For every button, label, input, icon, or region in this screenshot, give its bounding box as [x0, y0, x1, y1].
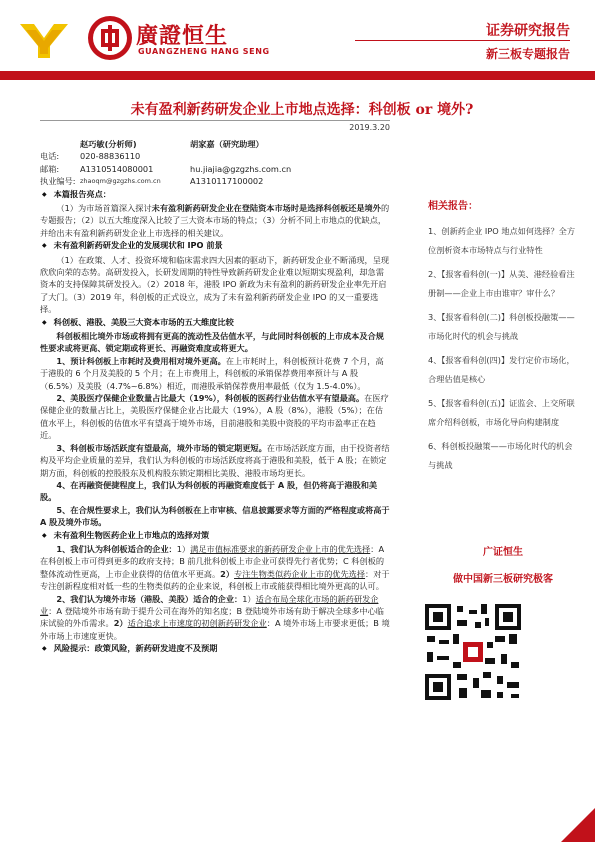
- compare-point-4: 4、在再融资便捷程度上，我们认为科创板的再融资难度低于 A 股，但仍将高于港股和美股。: [40, 479, 378, 503]
- phone-row: [40, 150, 390, 162]
- related-report-item[interactable]: 6、科创板投融策——市场化时代的机会与挑战: [428, 441, 573, 470]
- assistant-email: hu.jiajia@gzgzhs.com.cn: [190, 163, 292, 174]
- promo-slogan: 做中国新三板研究极客: [453, 574, 553, 585]
- report-date: 2019.3.20: [349, 123, 390, 132]
- license-row: [40, 175, 390, 187]
- yhs-logo-icon: [20, 18, 68, 58]
- email-label: 邮箱:: [40, 163, 60, 174]
- compare-point-3: 3、科创板市场活跃度有望最高，境外市场的锁定期更短。在市场活跃度方面，由于投资者结构及平均企业质量的差异，我们认为科创板的市场活跃度将高于港股和美股，低于 A 股；在锁定期方面，科创板的控股股东及机构股东锁定期相比美股、港股市场均更长。: [40, 442, 390, 478]
- report-series: 新三板专题报告: [485, 47, 570, 61]
- related-report-item[interactable]: 5、【报客看科创(五)】证监会、上交所联席介绍科创板，市场化导向构建制度: [428, 398, 575, 427]
- section-strategy-title: ◆ 未有盈利生物医药企业上市地点的选择对策: [40, 529, 390, 543]
- phone-label: 电话:: [40, 151, 60, 162]
- strategy-point-2: 2、我们认为境外市场（港股、美股）适合的企业：1）适合布局全球化市场的新药研发企业：A 登陆境外市场有助于提升公司在海外的知名度；B 登陆境外市场有助于解决全球多中心临床试验的外币需求。2）适合追求上市速度的初创新药研发企业：A 境外市场上市要求更低；B 境外市场上市速度更快。: [40, 593, 390, 641]
- related-reports-list: [428, 222, 578, 480]
- license-label: 执业编号:: [40, 176, 76, 187]
- section-highlights-title: ◆ 本篇报告亮点：: [40, 188, 390, 202]
- promo-brand: 广证恒生: [483, 547, 523, 558]
- header-band: [0, 71, 595, 80]
- report-type: 证券研究报告: [486, 23, 570, 39]
- brand-name-cn: 廣證恒生: [136, 23, 229, 49]
- assistant-id: A1310117100002: [190, 176, 264, 187]
- status-paragraph: （1）在政策、人才、投资环境和临床需求四大因素的驱动下，新药研发企业不断涌现，呈现欣欣向荣的态势。高研发投入，长研发周期的特性导致新药研发企业难以短期实现盈利，却急需资本的支持保障其研发投入。（2）2018 年，港股 IPO 新政为未有盈利的新药研发企业率先开启了大门。（3）2019 年，科创板的正式设立，成为了未有盈利新药研发企业 IPO 的又一重要选择。: [40, 254, 390, 315]
- title-divider: [40, 120, 390, 121]
- email-row: [40, 163, 390, 175]
- document-title: 未有盈利新药研发企业上市地点选择：科创板 or 境外?: [130, 102, 474, 118]
- main-content: [40, 138, 390, 657]
- brand-name-en: GUANGZHENG HANG SENG: [138, 47, 270, 56]
- author-row: [40, 138, 390, 150]
- compare-point-5: 5、在合规性要求上，我们认为科创板在上市审核、信息披露要求等方面的严格程度或将高于 A 股及境外市场。: [40, 504, 390, 528]
- phone-value: 020-88836110: [80, 151, 141, 162]
- compare-lead: 科创板相比境外市场或将拥有更高的流动性及估值水平，与此同时科创板的上市成本及合规性要求或将更高、锁定期或将更长、再融资难度或将更大。: [40, 331, 384, 354]
- corner-decoration-icon: [561, 808, 595, 842]
- section-compare-title: ◆ 科创板、港股、美股三大资本市场的五大维度比较: [40, 316, 390, 330]
- related-report-item[interactable]: 3、【报客看科创(二)】科创板投融策——市场化时代的机会与挑战: [428, 312, 575, 341]
- related-report-item[interactable]: 2、【报客看科创(一)】从美、港经验看注册制——企业上市由谁审？审什么？: [428, 269, 575, 298]
- qr-code-icon[interactable]: [423, 602, 523, 702]
- risk-warning: ◆ 风险提示：政策风险，新药研发进度不及预期: [40, 642, 390, 656]
- related-report-item[interactable]: 4、【报客看科创(四)】发行定价市场化，合理估值是核心: [428, 355, 575, 384]
- related-report-item[interactable]: 1、创新药企业 IPO 地点如何选择？全方位剖析资本市场特点与行业特性: [428, 226, 576, 255]
- analyst-name: 赵巧敏(分析师): [80, 139, 137, 149]
- assistant-name: 胡家嘉（研究助理）: [190, 139, 264, 149]
- section-status-title: ◆ 未有盈利新药研发企业的发展现状和 IPO 前景: [40, 239, 390, 253]
- header-divider: [355, 40, 570, 41]
- guangzheng-emblem-icon: [87, 15, 133, 61]
- related-reports-title: 相关报告：: [428, 201, 478, 212]
- compare-point-1: 1、预计科创板上市耗时及费用相对境外更高。在上市耗时上，科创板预计花费 7 个月，高于港股的 6 个月及美股的 5 个月；在上市费用上，科创板的承销保荐费用率预计与 A 股（6.5%）及美股（4.7%~6.8%）相近，而港股承销保荐费用率最低（仅为 1.5-4.0%）。: [40, 355, 384, 391]
- strategy-point-1: 1、我们认为科创板适合的企业：1）满足市值标准要求的新药研发企业上市的优先选择：A 在科创板上市可得到更多的政府支持；B 前几批科创板上市企业可获得先行者优势；C 科创板的整体流动性更高，上市企业获得的估值水平更高。2）专注生物类似药企业上市的优先选择：对于专注创新程度相对低一些的生物类似药的企业来说，科创板上市或能获得相比境外更高的认可。: [40, 543, 390, 592]
- analyst-email: zhaoqm@gzgzhs.com.cn: [80, 177, 161, 186]
- analyst-id: A1310514080001: [80, 163, 154, 174]
- compare-point-2: 2、美股医疗保健企业数量占比最大（19%），科创板的医药行业估值水平有望最高。在医疗保健企业的数量占比上，美股医疗保健企业占比最大（19%），A 股（8%），港股（5%）；在估值水平上，科创板的估值水平有望高于境外市场，目前港股和美股中资股的平均市盈率正在趋近。: [40, 393, 389, 441]
- highlights-paragraph: （1）为市场首篇深入探讨未有盈利新药研发企业在登陆资本市场时是选择科创板还是境外的专题报告；（2）以五大维度深入比较了三大资本市场的特点；（3）分析不同上市地点的优缺点，并给出未有盈利新药研发企业上市选择的相关建议。: [40, 202, 390, 238]
